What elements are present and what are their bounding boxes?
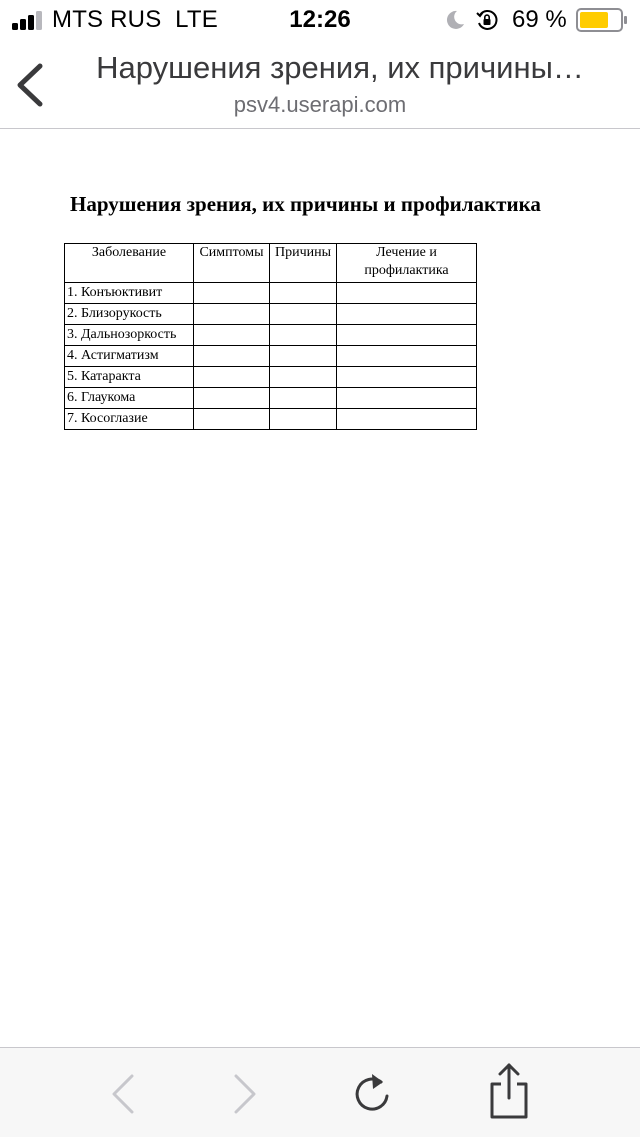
disease-cell: 4. Астигматизм <box>65 346 194 367</box>
causes-cell <box>270 325 337 346</box>
causes-cell <box>270 283 337 304</box>
disease-cell: 3. Дальнозоркость <box>65 325 194 346</box>
table-row <box>65 325 477 346</box>
orientation-lock-icon <box>476 9 498 31</box>
table-header-row <box>65 244 477 283</box>
treatment-cell <box>337 325 477 346</box>
symptoms-cell <box>194 304 270 325</box>
header-disease: Заболевание <box>65 244 194 283</box>
battery-percent: 69 % <box>512 6 567 33</box>
battery-level <box>580 12 608 28</box>
back-icon[interactable] <box>108 1072 138 1116</box>
page-url: psv4.userapi.com <box>233 92 407 117</box>
disease-cell: 6. Глаукома <box>65 388 194 409</box>
table-row <box>65 388 477 409</box>
moon-icon <box>444 9 466 31</box>
header-causes: Причины <box>270 244 337 283</box>
causes-cell <box>270 388 337 409</box>
forward-icon[interactable] <box>230 1072 260 1116</box>
symptoms-cell <box>194 367 270 388</box>
symptoms-cell <box>194 409 270 430</box>
table-row <box>65 304 477 325</box>
disease-cell: 5. Катаракта <box>65 367 194 388</box>
reload-icon[interactable] <box>352 1070 394 1116</box>
network-type: LTE <box>175 6 218 33</box>
document-title: Нарушения зрения, их причины и профилактика <box>70 192 541 216</box>
treatment-cell <box>337 283 477 304</box>
page-title: Нарушения зрения, их причины… <box>96 50 584 85</box>
symptoms-cell <box>194 388 270 409</box>
header-symptoms: Симптомы <box>194 244 270 283</box>
disease-table <box>64 243 477 430</box>
treatment-cell <box>337 367 477 388</box>
status-bar <box>0 0 640 40</box>
disease-cell: 7. Косоглазие <box>65 409 194 430</box>
treatment-cell <box>337 409 477 430</box>
header-treatment: Лечение и профилактика <box>337 244 477 283</box>
table-row <box>65 409 477 430</box>
share-icon[interactable] <box>488 1062 530 1120</box>
browser-toolbar <box>0 1047 640 1137</box>
causes-cell <box>270 346 337 367</box>
treatment-cell <box>337 346 477 367</box>
battery-icon <box>576 8 628 32</box>
symptoms-cell <box>194 283 270 304</box>
disease-cell: 2. Близорукость <box>65 304 194 325</box>
carrier-name: MTS RUS <box>52 6 162 33</box>
disease-cell: 1. Конъюктивит <box>65 283 194 304</box>
symptoms-cell <box>194 325 270 346</box>
treatment-cell <box>337 304 477 325</box>
causes-cell <box>270 367 337 388</box>
clock: 12:26 <box>289 6 351 33</box>
table-row <box>65 346 477 367</box>
navigation-header <box>0 40 640 129</box>
causes-cell <box>270 409 337 430</box>
symptoms-cell <box>194 346 270 367</box>
causes-cell <box>270 304 337 325</box>
treatment-cell <box>337 388 477 409</box>
table-row <box>65 283 477 304</box>
table-row <box>65 367 477 388</box>
